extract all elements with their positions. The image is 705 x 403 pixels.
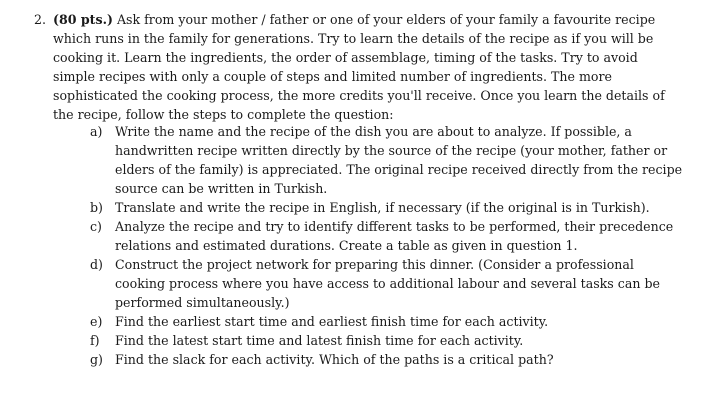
intro-line: cooking it. Learn the ingredients, the order of assemblage, timing of the tasks. Try to avoid [53,50,638,65]
item-label: a) [90,124,103,139]
item-line: Find the latest start time and latest finish time for each activity. [115,333,524,348]
item-label: b) [90,200,103,215]
item-line: Write the name and the recipe of the dish you are about to analyze. If possible, a [115,124,632,139]
sub-question-f [90,332,702,351]
item-line: Find the earliest start time and earliest finish time for each activity. [115,314,549,329]
question-number: 2. [34,12,47,27]
item-line: relations and estimated durations. Create a table as given in question 1. [115,238,578,253]
item-label: d) [90,257,103,272]
item-label: c) [90,219,102,234]
intro-line: which runs in the family for generations. Try to learn the details of the recipe as if you will be [53,31,654,46]
intro-text: Ask from your mother / father or one of your elders of your family a favourite recipe [112,12,656,27]
item-line: handwritten recipe written directly by the source of the recipe (your mother, father or [115,143,668,158]
sub-question-a [90,123,702,199]
item-label: e) [90,314,103,329]
sub-question-list [90,123,702,370]
intro-line: simple recipes with only a couple of steps and limited number of ingredients. The more [53,69,612,84]
item-line: Find the slack for each activity. Which of the paths is a critical path? [115,352,554,367]
item-line: Construct the project network for preparing this dinner. (Consider a professional [115,257,634,272]
sub-question-d [90,256,702,313]
intro-line: the recipe, follow the steps to complete the question: [53,107,394,122]
sub-question-b [90,199,702,218]
sub-question-e [90,313,702,332]
sub-question-c [90,218,702,256]
item-line: cooking process where you have access to additional labour and several tasks can be [115,276,660,291]
question-intro [53,10,703,124]
item-line: elders of the family) is appreciated. The original recipe received directly from the recipe [115,162,683,177]
item-line: source can be written in Turkish. [115,181,328,196]
sub-question-g [90,351,702,370]
points-label: (80 pts.) [53,12,113,27]
item-label: g) [90,352,103,367]
item-line: performed simultaneously.) [115,295,290,310]
intro-line [53,10,703,29]
item-label: f) [90,333,100,348]
intro-line: sophisticated the cooking process, the more credits you'll receive. Once you learn the details of [53,88,665,103]
item-line: Analyze the recipe and try to identify different tasks to be performed, their precedence [115,219,674,234]
item-line: Translate and write the recipe in English, if necessary (if the original is in Turkish). [115,200,650,215]
